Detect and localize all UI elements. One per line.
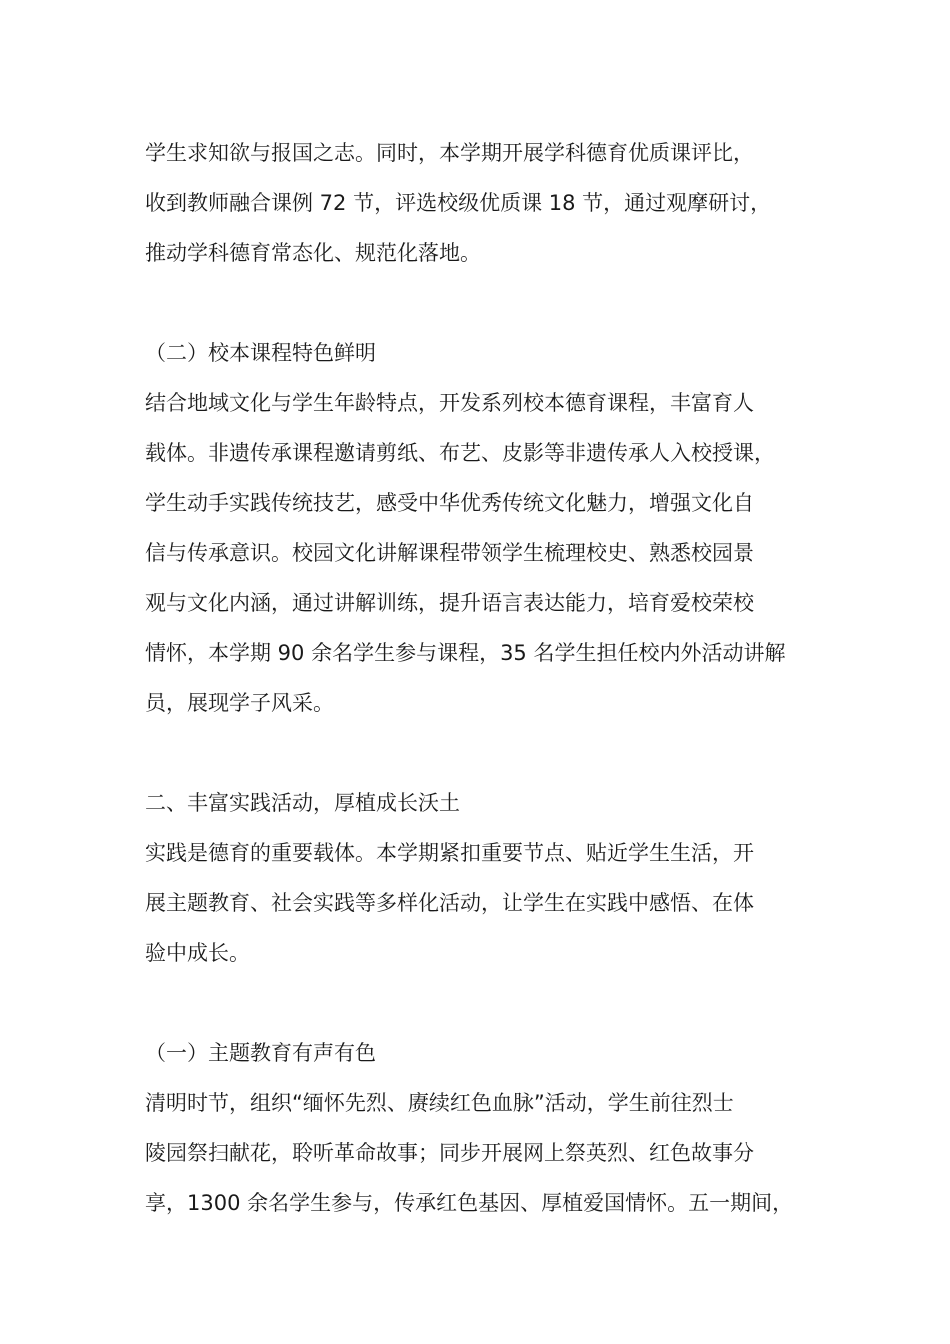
- text-line: 实践是德育的重要载体。本学期紧扣重要节点、贴近学生生活，开: [145, 841, 754, 865]
- paragraph-4: [145, 1078, 835, 1228]
- text-line: 展主题教育、社会实践等多样化活动，让学生在实践中感悟、在体: [145, 891, 754, 915]
- paragraph-1: [145, 128, 835, 278]
- text-line: 陵园祭扫献花，聆听革命故事；同步开展网上祭英烈、红色故事分: [145, 1141, 754, 1165]
- section-heading-practice-activities: 二、丰富实践活动，厚植成长沃土: [145, 791, 460, 815]
- paragraph-gap: [145, 978, 835, 1028]
- paragraph-gap: [145, 278, 835, 328]
- document-body: [145, 128, 835, 1228]
- text-line: 清明时节，组织“缅怀先烈、赓续红色血脉”活动，学生前往烈士: [145, 1091, 734, 1115]
- text-line: 验中成长。: [145, 941, 250, 965]
- section-heading-theme-education: （一）主题教育有声有色: [145, 1041, 376, 1065]
- text-line: 学生动手实践传统技艺，感受中华优秀传统文化魅力，增强文化自: [145, 491, 754, 515]
- paragraph-3: [145, 828, 835, 978]
- text-line: 推动学科德育常态化、规范化落地。: [145, 241, 481, 265]
- text-line: 观与文化内涵，通过讲解训练，提升语言表达能力，培育爱校荣校: [145, 591, 754, 615]
- text-line: 享，1300 余名学生参与，传承红色基因、厚植爱国情怀。五一期间，: [145, 1191, 794, 1215]
- text-line: 收到教师融合课例 72 节，评选校级优质课 18 节，通过观摩研讨，: [145, 191, 772, 215]
- text-line: 信与传承意识。校园文化讲解课程带领学生梳理校史、熟悉校园景: [145, 541, 754, 565]
- text-line: 学生求知欲与报国之志。同时，本学期开展学科德育优质课评比，: [145, 141, 754, 165]
- text-line: 情怀，本学期 90 余名学生参与课程，35 名学生担任校内外活动讲解: [145, 641, 786, 665]
- text-line: 员，展现学子风采。: [145, 691, 334, 715]
- section-heading-school-curriculum: （二）校本课程特色鲜明: [145, 341, 376, 365]
- paragraph-gap: [145, 728, 835, 778]
- paragraph-2: [145, 378, 835, 728]
- text-line: 载体。非遗传承课程邀请剪纸、布艺、皮影等非遗传承人入校授课，: [145, 441, 775, 465]
- text-line: 结合地域文化与学生年龄特点，开发系列校本德育课程，丰富育人: [145, 391, 754, 415]
